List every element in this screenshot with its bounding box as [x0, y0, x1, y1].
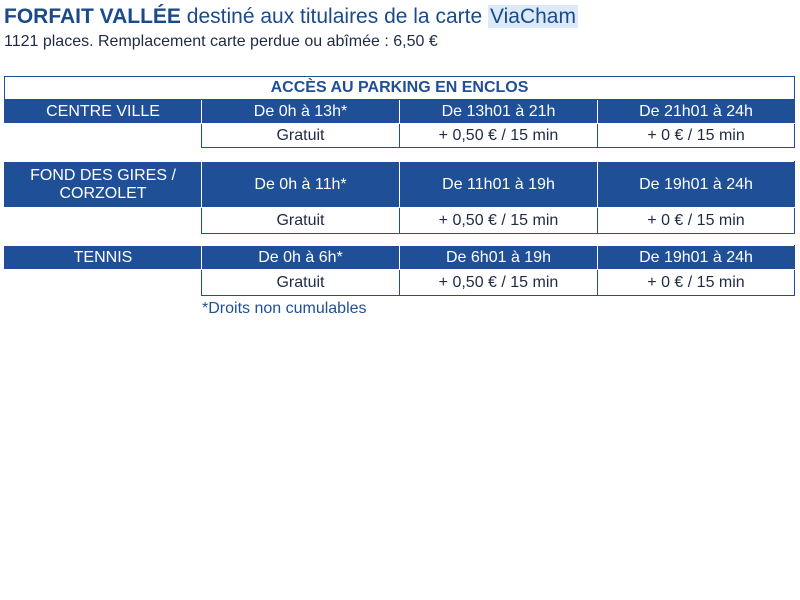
price-cell: Gratuit: [202, 208, 400, 234]
time-slot: De 0h à 11h*: [202, 162, 400, 208]
title-text: destiné aux titulaires de la carte: [186, 5, 483, 28]
price-cell: Gratuit: [202, 124, 400, 148]
tariff-block-tennis: [4, 245, 795, 296]
time-slot: De 0h à 13h*: [202, 100, 400, 124]
time-slot: De 13h01 à 21h: [400, 100, 598, 124]
empty-cell: [5, 270, 202, 296]
price-cell: + 0 € / 15 min: [598, 208, 795, 234]
time-slot: De 19h01 à 24h: [598, 246, 795, 270]
title-bold: FORFAIT VALLÉE: [4, 5, 181, 28]
page-title: [4, 4, 578, 30]
price-cell: + 0,50 € / 15 min: [400, 270, 598, 296]
tariff-block-fond-des-gires: [4, 161, 795, 234]
table-caption: ACCÈS AU PARKING EN ENCLOS: [5, 77, 795, 100]
time-slot: De 19h01 à 24h: [598, 162, 795, 208]
empty-cell: [5, 208, 202, 234]
section-name: FOND DES GIRES / CORZOLET: [5, 162, 202, 208]
title-highlight: ViaCham: [489, 5, 576, 28]
price-cell: + 0 € / 15 min: [598, 124, 795, 148]
time-slot: De 11h01 à 19h: [400, 162, 598, 208]
time-slot: De 0h à 6h*: [202, 246, 400, 270]
tariff-block-centre-ville: [4, 76, 795, 148]
price-cell: + 0,50 € / 15 min: [400, 124, 598, 148]
price-cell: + 0 € / 15 min: [598, 270, 795, 296]
time-slot: De 21h01 à 24h: [598, 100, 795, 124]
empty-cell: [5, 124, 202, 148]
section-name: CENTRE VILLE: [5, 100, 202, 124]
footnote: *Droits non cumulables: [202, 300, 367, 317]
time-slot: De 6h01 à 19h: [400, 246, 598, 270]
subtitle: 1121 places. Remplacement carte perdue ou abîmée : 6,50 €: [4, 33, 438, 50]
section-name: TENNIS: [5, 246, 202, 270]
price-cell: Gratuit: [202, 270, 400, 296]
price-cell: + 0,50 € / 15 min: [400, 208, 598, 234]
